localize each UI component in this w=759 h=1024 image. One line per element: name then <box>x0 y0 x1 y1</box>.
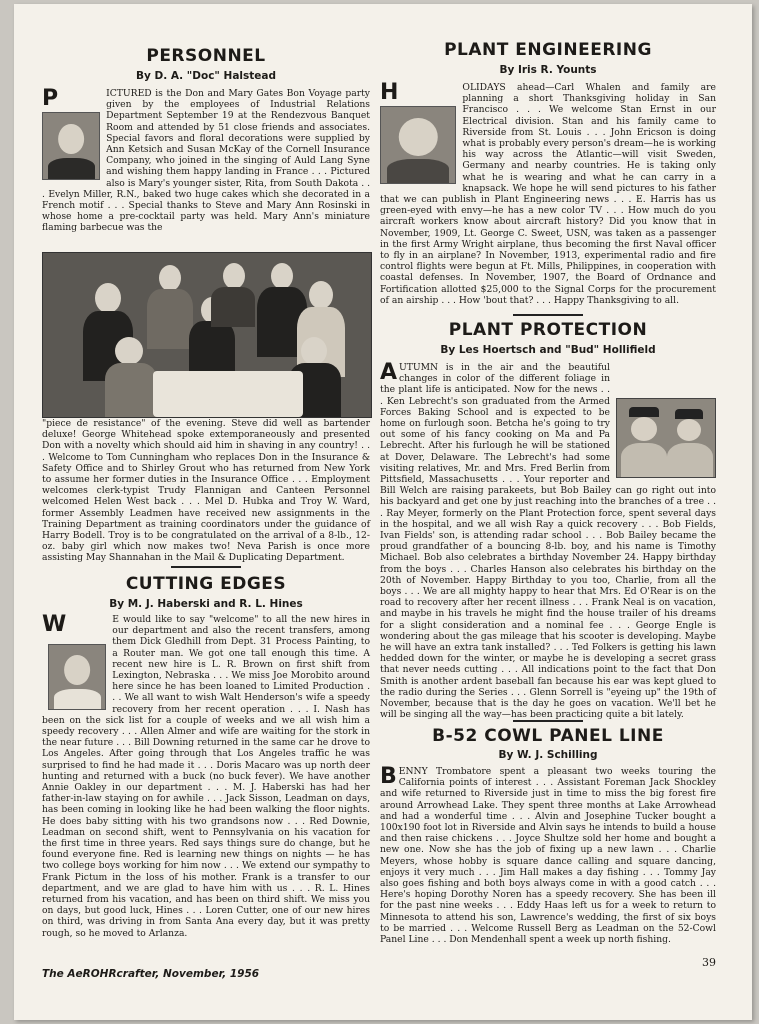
plant-engineering-portrait-photo <box>380 106 456 184</box>
bon-voyage-party-photo <box>42 252 372 418</box>
section-divider <box>171 566 241 568</box>
plant-protection-dropcap: A <box>380 360 398 385</box>
personnel-heading: PERSONNEL <box>146 46 266 66</box>
magazine-page <box>14 4 752 1020</box>
plant-engineering-dropcap: H <box>380 80 399 105</box>
cutting-edges-article <box>42 614 370 959</box>
plant-engineering-paragraph: OLIDAYS ahead—Carl Whalen and family are planning a short Thanksgiving holiday in San Francisco . . . We welcome Stan Ernst in our Electrical division. Stan and his family came to Riverside from St. Louis . . . John Ericson is doing what is probably every person's dream—he is working his way across the Atlantic—will visit Sweden, Germany and nearby countries. He is taking only what he is wearing and what he can carry in a knapsack. We hope he will send pictures to his father that we can publish in Plant Engineering news . . . E. Harris has us green-eyed with envy—he has a new color TV . . . How much do you aircraft workers know about aircraft history? Did you know that in November, 1909, Lt. George C. Sweet, USN, was taken as a passenger in the first Army Wright airplane, thus becoming the first Naval officer to fly in an airplane? In November, 1913, experimental radio and fire control flights were begun at Ft. Mills, Philippines, in cooperation with coastal defenses. In November, 1907, the Board of Ordnance and Fortification allotted $25,000 to the Signal Corps for the procurement of an airship . . . How 'bout that? . . . Happy Thanksgiving to all. <box>380 82 716 306</box>
personnel-byline: By D. A. "Doc" Halstead <box>135 70 277 82</box>
cowl-panel-byline: By W. J. Schilling <box>498 749 598 761</box>
section-divider <box>513 314 583 316</box>
publication-footer: The AeROHRcrafter, November, 1956 <box>42 968 260 980</box>
plant-protection-paragraph: UTUMN is in the air and the beautiful changes in color of the different foliage in the plant life is anticipated. Now for the news . . . Ken Lebrecht's son graduated from the Armed Forces Baking School and is expected to be home on furlough soon. Betcha he's going to try out some of his fancy cooking on Ma and Pa Lebrecht. After his furlough he will be stationed at Dover, Delaware. The Lebrecht's had some visiting relatives, Mr. and Mrs. Fred Berlin from Pittsfield, Massachusetts . . . Your reporter and Bill Welch are raising parakeets, but Bob Bailey can go right out into his backyard and get one by just reaching into the branches of a tree . . . Ray Meyer, formerly on the Plant Protection force, spent several days in the hospital, and we all wish Ray a quick recovery . . . Bob Fields, Ivan Fields' son, is attending radar school . . . Bob Bailey became the proud grandfather of a bouncing 8-lb. boy, and his name is Timothy Michael. Bob also celebrates a birthday November 24. Happy birthday from the boys . . . Charles Hanson also celebrates his birthday on the 20th of November. Happy Birthday to you too, Charlie, from all the boys . . . We are all mighty happy to hear that Mrs. Ed O'Rear is on the road to recovery after her recent illness . . . Frank Neal is on vacation, and maybe in his travels he might find the house trailer of his dreams for a slight consideration and a nominal fee . . . George Engle is wondering about the gas mileage that his scooter is developing. Maybe he will have an extra tank installed? . . . Ted Folkers is getting his lawn hedded down for the winter, or maybe he is developing a secret grass that never needs cutting . . . All indications point to the fact that Don Smith is another ardent baseball fan because his ear was kept glued to the radio during the Series . . . Glenn Sorrell is "eyeing up" the 19th of November, because that is the day he goes on vacation. We'll bet he will be singing all the way—has been practicing quite a bit lately. <box>380 362 716 721</box>
personnel-portrait-photo <box>42 112 100 180</box>
cutting-edges-paragraph: E would like to say "welcome" to all the new hires in our department and also the recent transfers, among them Dick Gledhill from Dept. 31 Process Painting, to a Router man. We got one tall enough this time. A recent new hire is L. R. Brown on first shift from Lexington, Nebraska . . . We miss Joe Morobito around here since he has been loaned to Limited Production . . . We all want to wish Walt Henderson's wife a speedy recovery from her recent operation . . . I. Nash has been on the sick list for a couple of weeks and we all wish him a speedy recovery . . . Allen Almer and wife are waiting for the stork in the near future . . . Bill Downing returned in the same car he drove to Los Angeles. After going through that Los Angeles traffic he was surprised to find he had made it . . . Doris Macaro was up north deer hunting and returned with a buck (no buck fever). We have another Annie Oakley in our department . . . M. J. Haberski has had her father-in-law staying on for awhile . . . Jack Sisson, Leadman on days, has been coming in looking like he had been walking the floor nights. He does baby sitting with his two grandsons now . . . Red Downie, Leadman on second shift, went to Pennsylvania on his vacation for the first time in three years. Red says things sure do change, but he found everyone fine. Red is learning new things on nights — he has two college boys working for him now . . . We extend our sympathy to Frank Pictum in the loss of his mother. Frank is a transfer to our department, and we are glad to have him with us . . . R. L. Hines returned from his vacation, and has been on third shift. We miss you on days, but good luck, Hines . . . Loren Cutter, one of our new hires on third, was driving in from Santa Ana every day, but it was pretty rough, so he moved to Arlanza. <box>42 614 370 939</box>
cutting-edges-dropcap: W <box>42 612 67 637</box>
personnel-article-continued <box>42 418 370 564</box>
plant-protection-heading: PLANT PROTECTION <box>448 320 648 340</box>
personnel-dropcap: P <box>42 86 59 111</box>
plant-protection-byline: By Les Hoertsch and "Bud" Hollifield <box>440 344 656 356</box>
cowl-panel-dropcap: B <box>380 764 397 789</box>
plant-engineering-byline: By Iris R. Younts <box>499 64 597 76</box>
personnel-paragraph-1: ICTURED is the Don and Mary Gates Bon Voyage party given by the employees of Industrial Relations Department September 19 at the Rendezvous Banquet Room and attended by 51 close friends and associates. Special favors and floral decorations were supplied by Ann Ketsich and Susan McKay of the Cornell Insurance Company, who joined in the singing of Auld Lang Syne and wishing them happy landing in France . . . Pictured also is Mary's younger sister, Rita, from South Dakota . . . Evelyn Miller, R.N., baked two huge cakes which she decorated in a French motif . . . Special thanks to Steve and Mary Ann Rosinski in whose home a pre-cocktail party was held. Mary Ann's miniature flaming barbecue was the <box>42 88 370 234</box>
guards-photo <box>616 398 716 478</box>
cowl-panel-heading: B-52 COWL PANEL LINE <box>432 726 664 746</box>
cowl-panel-article <box>380 766 716 952</box>
personnel-paragraph-2: "piece de resistance" of the evening. Steve did well as bartender deluxe! George Whitehead spoke extemporaneously and presented Don with a novelty which should aid him in shaving in any country! . . . Welcome to Tom Cunningham who replaces Don in the Insurance & Safety Office and to Shirley Grout who has returned from New York to assume her former duties in the Insurance Office . . . Employment welcomes clerk-typist Trudy Flannigan and Canteen Personnel welcomed Helen West back . . . Mel D. Hubka and Troy W. Ward, former Assembly Leadmen have received new assignments in the Training Department as training coordinators under the guidance of Harry Bodell. Troy is to be congratulated on the arrival of a 8-lb., 12-oz. baby girl which now makes two! Neva Parish is once more assisting May Shannahan in the Mail & Duplicating Department. <box>42 418 370 564</box>
plant-engineering-article <box>380 82 716 310</box>
section-divider <box>513 720 583 722</box>
plant-engineering-heading: PLANT ENGINEERING <box>444 40 652 60</box>
cutting-edges-portrait-photo <box>48 644 106 710</box>
plant-protection-article <box>380 360 716 721</box>
cutting-edges-byline: By M. J. Haberski and R. L. Hines <box>109 598 303 610</box>
page-number: 39 <box>702 956 716 969</box>
personnel-article <box>42 88 370 250</box>
cowl-panel-paragraph: ENNY Trombatore spent a pleasant two weeks touring the California points of interest . . . Assistant Foreman Jack Shockley and wife returned to Riverside just in time to miss the big forest fire around Arrowhead Lake. They spent three months at Lake Arrowhead and had a wonderful time . . . Alvin and Josephine Tucker bought a 100x190 foot lot in Riverside and Alvin says he intends to build a house and then raise chickens . . . Joyce Shultze sold her home and bought a new one. Now she has the job of fixing up a new lawn . . . Charlie Meyers, whose hobby is square dance calling and square dancing, enjoys it very much . . . Jim Hall makes a day fishing . . . Tommy Jay also goes fishing and both boys always come in with a good catch . . . Here's hoping Dorothy Noren has a speedy recovery. She has been ill for the past nine weeks . . . Eddy Haas left us for a week to return to Minnesota to attend his son, Lawrence's wedding, the first of six boys to be married . . . Welcome Russell Berg as Leadman on the 52-Cowl Panel Line . . . Don Mendenhall spent a week up north fishing. <box>380 766 716 946</box>
cutting-edges-heading: CUTTING EDGES <box>125 574 287 594</box>
